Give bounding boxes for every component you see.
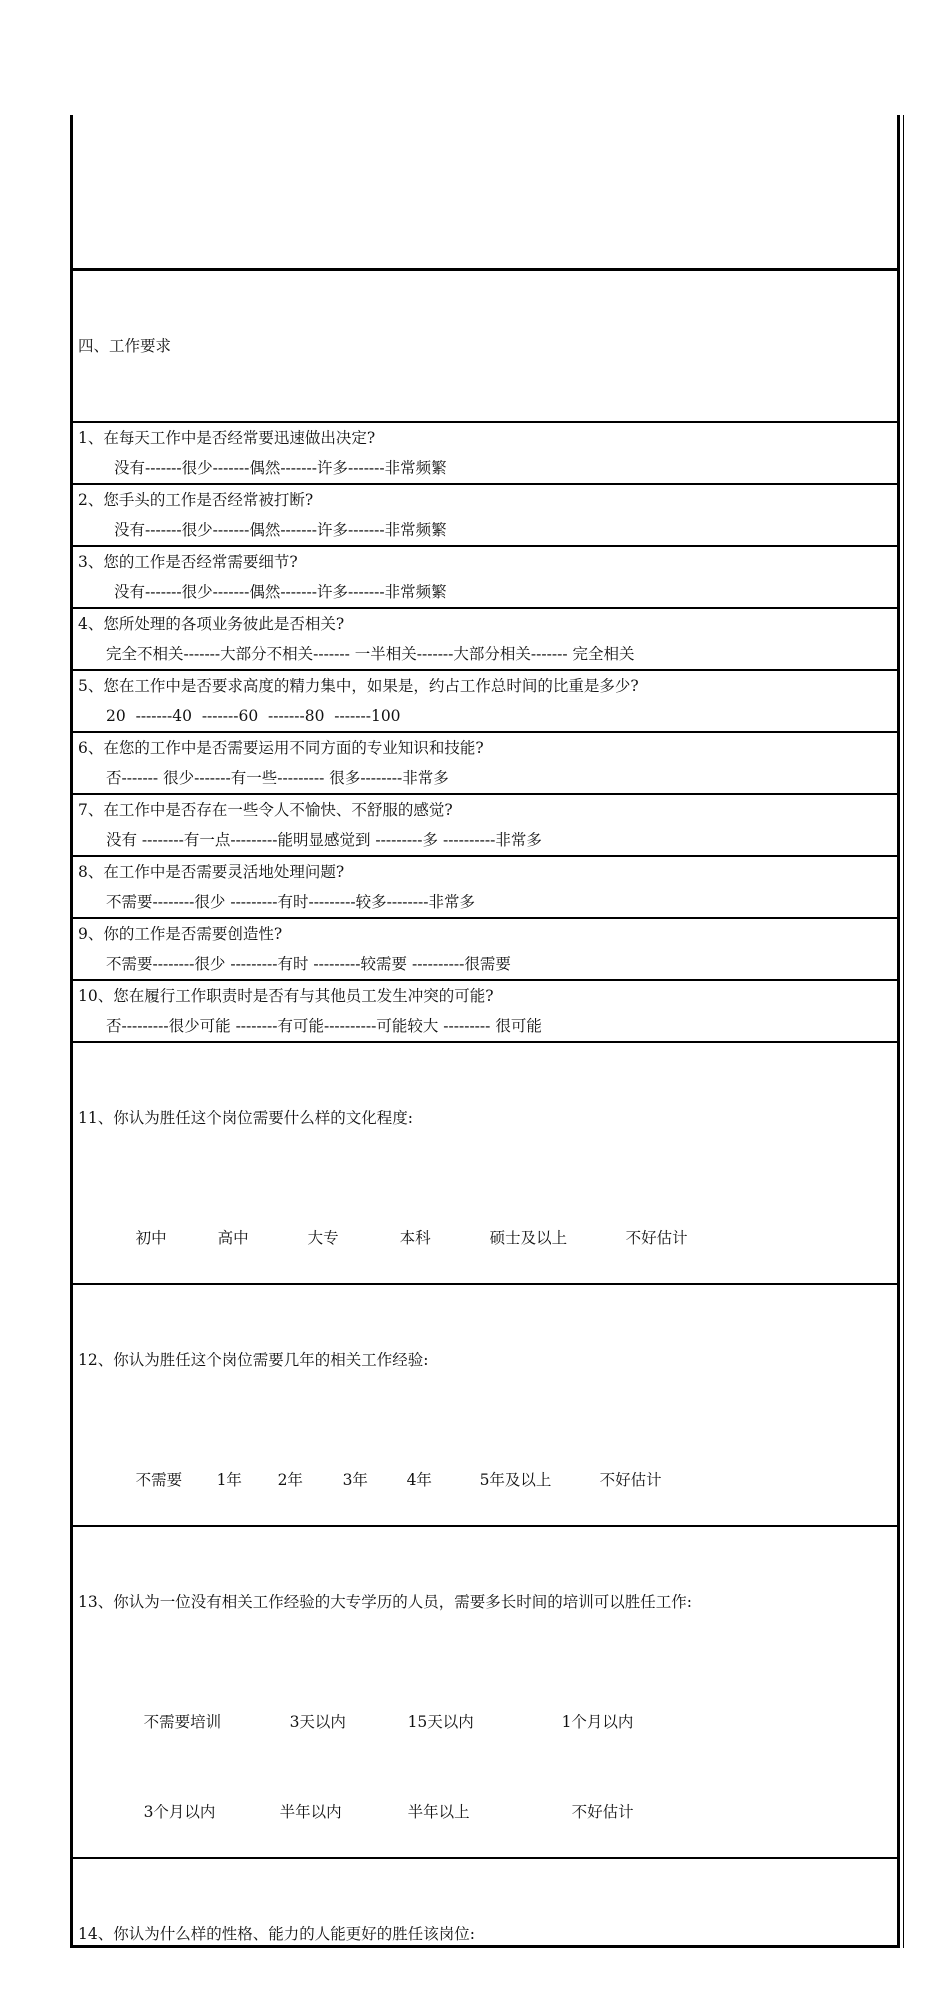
blank-answer-area	[73, 115, 897, 271]
option: 2年	[277, 1471, 303, 1489]
options-line-2	[78, 1767, 897, 1821]
option: 4年	[406, 1471, 432, 1489]
question-row-1	[73, 421, 897, 483]
section-title-row	[73, 271, 897, 421]
option: 不好估计	[599, 1471, 662, 1489]
option: 半年以上	[407, 1803, 470, 1821]
question-row-10	[73, 979, 897, 1041]
question-row-9	[73, 917, 897, 979]
option: 半年以内	[279, 1803, 342, 1821]
question-row-6	[73, 731, 897, 793]
question-row-14	[73, 1857, 897, 1945]
options-line: 完全不相关-------大部分不相关------- 一半相关-------大部分相关------- 完全相关	[106, 645, 635, 663]
option: 不需要培训	[143, 1713, 222, 1731]
question-text: 7、在工作中是否存在一些令人不愉快、不舒服的感觉?	[78, 801, 453, 819]
question-text: 8、在工作中是否需要灵活地处理问题?	[78, 863, 345, 881]
question-row-5	[73, 669, 897, 731]
options-line: 不需要--------很少 ---------有时 ---------较需要 ----------很需要	[106, 955, 511, 973]
options-line-1	[78, 1677, 897, 1731]
question-text: 5、您在工作中是否要求高度的精力集中，如果是，约占工作总时间的比重是多少?	[78, 677, 639, 695]
option: 初中	[135, 1229, 167, 1247]
option: 大专	[307, 1229, 339, 1247]
job-analysis-form	[70, 115, 900, 1948]
option: 5年及以上	[479, 1471, 552, 1489]
option: 高中	[217, 1229, 249, 1247]
question-text: 3、您的工作是否经常需要细节?	[78, 553, 298, 571]
options-line: 否------- 很少-------有一些--------- 很多--------非常多	[106, 769, 449, 787]
options-line: 没有 --------有一点---------能明显感觉到 ---------多 ----------非常多	[106, 831, 542, 849]
question-row-13	[73, 1525, 897, 1857]
options-line	[78, 1193, 897, 1247]
question-text: 4、您所处理的各项业务彼此是否相关?	[78, 615, 345, 633]
question-text: 14、你认为什么样的性格、能力的人能更好的胜任该岗位:	[78, 1925, 475, 1943]
options-line: 否---------很少可能 --------有可能----------可能较大 --------- 很可能	[106, 1017, 542, 1035]
options-line: 没有-------很少-------偶然-------许多-------非常频繁	[114, 583, 447, 601]
option: 硕士及以上	[489, 1229, 568, 1247]
question-row-7	[73, 793, 897, 855]
option: 本科	[399, 1229, 431, 1247]
question-row-4	[73, 607, 897, 669]
question-text: 10、您在履行工作职责时是否有与其他员工发生冲突的可能?	[78, 987, 494, 1005]
options-line: 没有-------很少-------偶然-------许多-------非常频繁	[114, 459, 447, 477]
option: 15天以内	[407, 1713, 474, 1731]
options-line: 不需要--------很少 ---------有时---------较多--------非常多	[106, 893, 475, 911]
question-text: 13、你认为一位没有相关工作经验的大专学历的人员，需要多长时间的培训可以胜任工作:	[78, 1593, 692, 1611]
question-text: 2、您手头的工作是否经常被打断?	[78, 491, 314, 509]
section-title: 四、工作要求	[78, 337, 172, 355]
option: 不好估计	[571, 1803, 634, 1821]
question-row-8	[73, 855, 897, 917]
option: 3天以内	[289, 1713, 346, 1731]
question-row-11	[73, 1041, 897, 1283]
question-text: 11、你认为胜任这个岗位需要什么样的文化程度:	[78, 1109, 413, 1127]
question-row-3	[73, 545, 897, 607]
options-line: 20 -------40 -------60 -------80 -------100	[106, 707, 401, 725]
option: 1个月以内	[561, 1713, 634, 1731]
question-text: 9、你的工作是否需要创造性?	[78, 925, 283, 943]
question-text: 6、在您的工作中是否需要运用不同方面的专业知识和技能?	[78, 739, 484, 757]
question-text: 12、你认为胜任这个岗位需要几年的相关工作经验:	[78, 1351, 429, 1369]
options-line	[78, 1435, 897, 1489]
option: 1年	[216, 1471, 242, 1489]
option: 3个月以内	[143, 1803, 216, 1821]
option: 3年	[342, 1471, 368, 1489]
option: 不需要	[135, 1471, 183, 1489]
options-line: 没有-------很少-------偶然-------许多-------非常频繁	[114, 521, 447, 539]
question-row-2	[73, 483, 897, 545]
option: 不好估计	[625, 1229, 688, 1247]
question-row-12	[73, 1283, 897, 1525]
question-text: 1、在每天工作中是否经常要迅速做出决定?	[78, 429, 376, 447]
